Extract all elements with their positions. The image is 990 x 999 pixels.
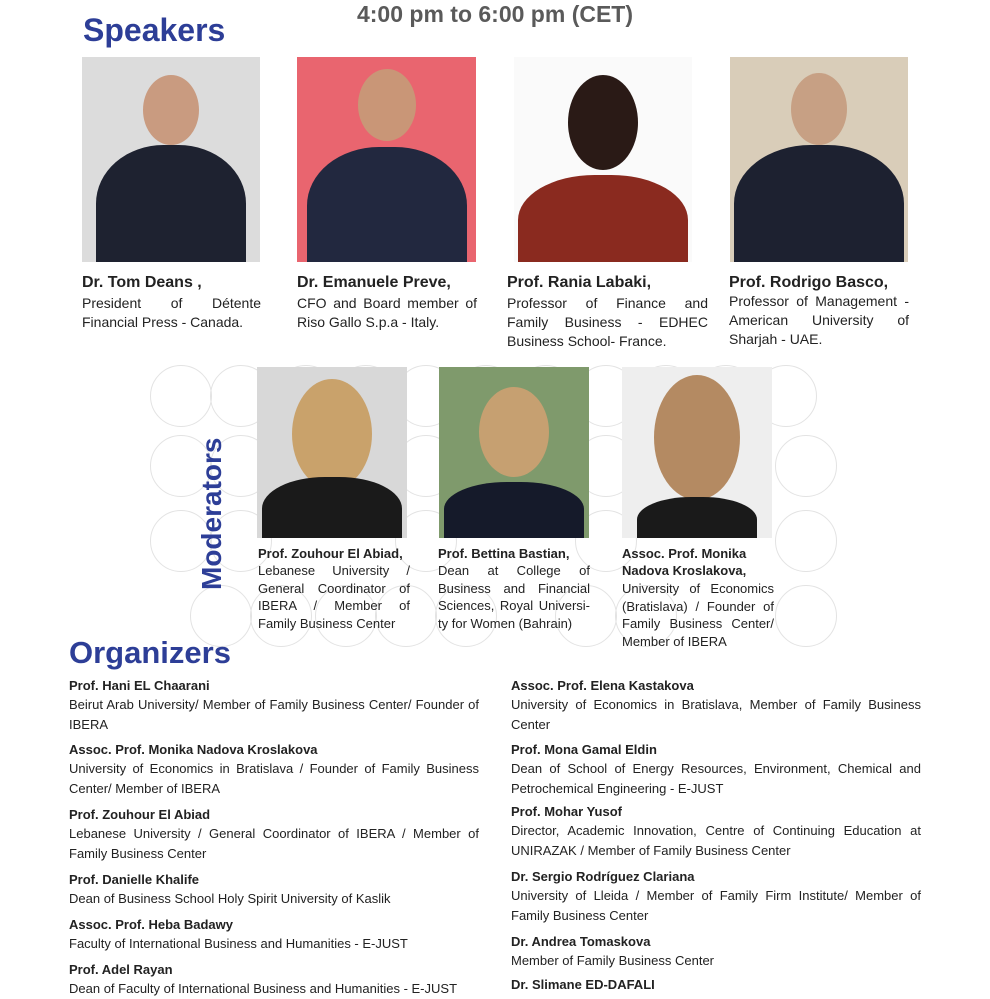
organizer-entry	[69, 676, 479, 735]
organizer-name: Assoc. Prof. Monika Nadova Kroslakova	[69, 742, 318, 757]
organizer-name: Prof. Mona Gamal Eldin	[511, 742, 657, 757]
moderator-description: Dean at College of Business and Financial Sciences, Royal Universi-ty for Women (Bahrain)	[438, 563, 590, 631]
organizer-name: Prof. Zouhour El Abiad	[69, 807, 211, 822]
organizer-name: Dr. Andrea Tomaskova	[511, 934, 651, 949]
decorative-circle	[775, 585, 837, 647]
organizer-affiliation: Beirut Arab University/ Member of Family Business Center/ Founder of IBERA	[69, 697, 479, 732]
moderator-name: Assoc. Prof. Monika Nadova Kroslakova,	[622, 546, 747, 578]
organizer-entry	[69, 740, 479, 799]
organizer-name: Prof. Hani EL Chaarani	[69, 678, 210, 693]
speaker-name: Prof. Rania Labaki,	[507, 274, 652, 291]
speaker-description: President of Détente Financial Press - Canada.	[82, 295, 261, 330]
organizer-entry	[511, 975, 921, 994]
moderators-heading: Moderators	[196, 437, 227, 590]
decorative-circle	[775, 510, 837, 572]
organizer-entry	[511, 867, 921, 926]
organizer-entry	[511, 740, 921, 799]
moderator-description: University of Economics (Bratislava) / Founder of Family Business Center/ Member of IBERA	[622, 581, 774, 649]
organizer-name: Dr. Slimane ED-DAFALI	[511, 977, 655, 992]
speakers-heading: Speakers	[83, 12, 226, 48]
organizer-name: Assoc. Prof. Elena Kastakova	[511, 678, 694, 693]
decorative-circle	[150, 365, 212, 427]
organizer-affiliation: Director, Academic Innovation, Centre of Continuing Education at UNIRAZAK / Member of Family Business Center	[511, 823, 921, 858]
moderator-photo-bettina-bastian	[439, 367, 589, 538]
organizer-entry	[511, 802, 921, 861]
organizer-entry	[69, 960, 479, 999]
moderator-name: Prof. Bettina Bastian,	[438, 546, 570, 561]
speaker-name: Dr. Tom Deans ,	[82, 274, 202, 291]
organizer-name: Prof. Danielle Khalife	[69, 872, 200, 887]
organizer-affiliation: Dean of Business School Holy Spirit University of Kaslik	[69, 891, 391, 906]
organizers-heading: Organizers	[69, 635, 231, 670]
decorative-circle	[775, 435, 837, 497]
event-time: 4:00 pm to 6:00 pm (CET)	[356, 1, 634, 27]
organizer-entry	[511, 676, 921, 735]
speaker-photo-rodrigo-basco	[730, 57, 908, 262]
speaker-name: Dr. Emanuele Preve,	[297, 274, 451, 291]
organizer-affiliation: University of Economics in Bratislava, Member of Family Business Center	[511, 697, 921, 732]
speaker-description: Professor of Finance and Family Business - EDHEC Business School- France.	[507, 295, 708, 349]
organizer-entry	[511, 932, 921, 971]
organizer-affiliation: Member of Family Business Center	[511, 953, 715, 968]
speaker-photo-rania-labaki	[514, 57, 692, 262]
speaker-description: Professor of Management - American University of Sharjah - UAE.	[729, 293, 909, 347]
organizer-affiliation: Dean of Faculty of International Business and Humanities - E-JUST	[69, 981, 458, 996]
speaker-photo-tom-deans	[82, 57, 260, 262]
organizer-affiliation: Faculty of International Business and Humanities - E-JUST	[69, 936, 408, 951]
moderator-description: Lebanese University / General Coordinator of IBERA / Member of Family Business Center	[258, 563, 410, 631]
organizer-affiliation: Dean of School of Energy Resources, Environment, Chemical and Petrochemical Engineering - E-JUST	[511, 761, 921, 796]
organizer-entry	[69, 915, 479, 954]
speaker-description: CFO and Board member of Riso Gallo S.p.a - Italy.	[297, 295, 477, 330]
organizer-name: Prof. Mohar Yusof	[511, 804, 622, 819]
moderator-photo-monika-kroslakova	[622, 367, 772, 538]
organizer-affiliation: University of Economics in Bratislava / Founder of Family Business Center/ Member of IBERA	[69, 761, 479, 796]
organizer-affiliation: University of Lleida / Member of Family Firm Institute/ Member of Family Business Center	[511, 888, 921, 923]
moderator-photo-zouhour-el-abiad	[257, 367, 407, 538]
speaker-name: Prof. Rodrigo Basco,	[729, 274, 889, 291]
organizer-name: Assoc. Prof. Heba Badawy	[69, 917, 233, 932]
organizer-name: Dr. Sergio Rodríguez Clariana	[511, 869, 695, 884]
speaker-photo-emanuele-preve	[297, 57, 476, 262]
organizer-name: Prof. Adel Rayan	[69, 962, 173, 977]
organizer-entry	[69, 805, 479, 864]
organizer-affiliation: Lebanese University / General Coordinator of IBERA / Member of Family Business Center	[69, 826, 479, 861]
moderator-name: Prof. Zouhour El Abiad,	[258, 546, 403, 561]
organizer-entry	[69, 870, 479, 909]
